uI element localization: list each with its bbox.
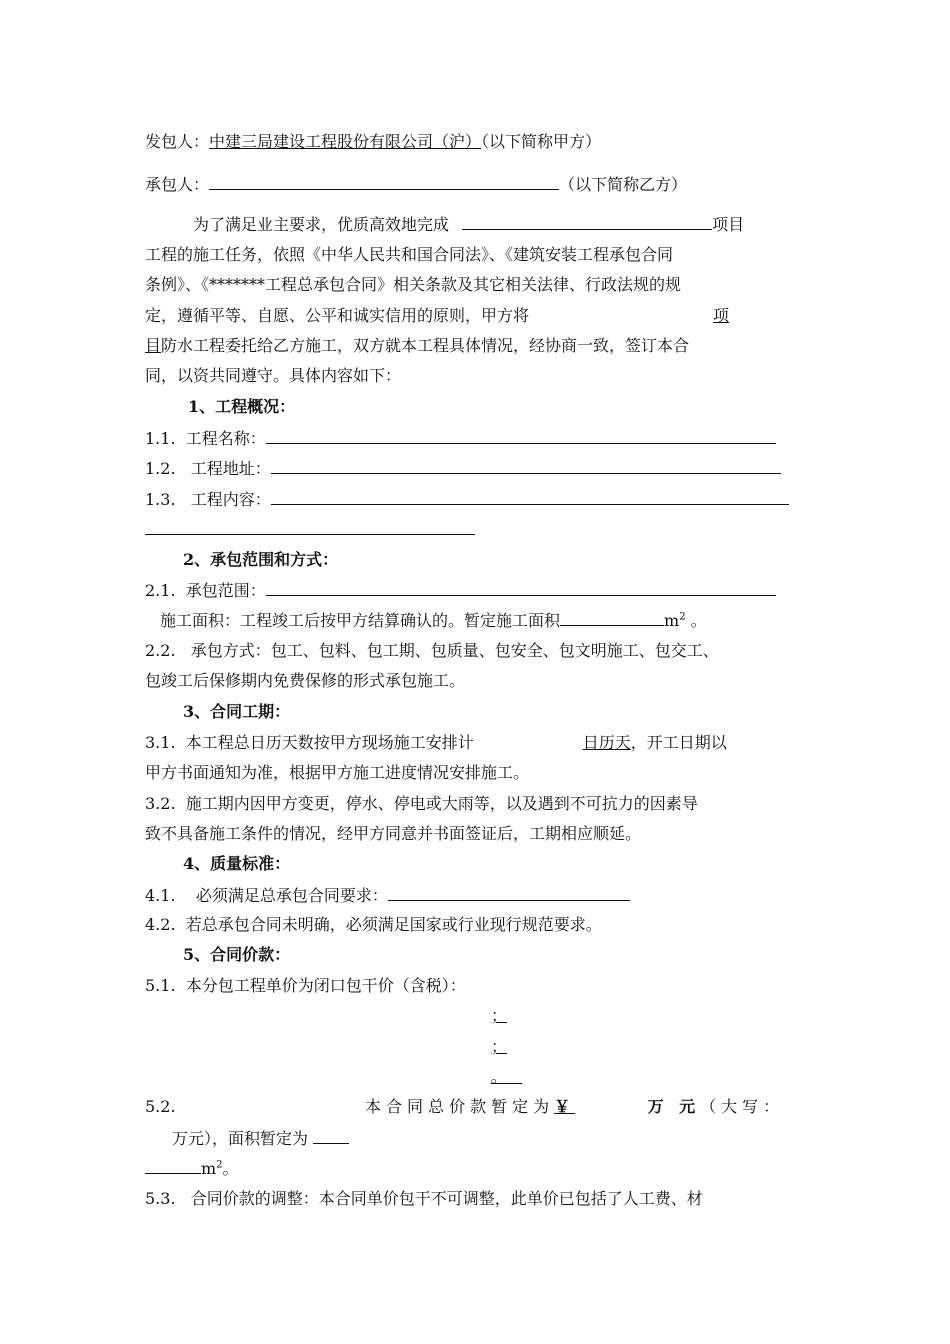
item-label: 工程地址： (190, 459, 271, 478)
item-2-2-cont: 包竣工后保修期内免费保修的形式承包施工。 (145, 671, 466, 690)
item-text: 万元），面积暂定为 (172, 1129, 309, 1148)
area-end: 。 (690, 611, 707, 630)
item-number: 5.1. (145, 976, 176, 995)
intro-text: 定，遵循平等、自愿、公平和诚实信用的原则，甲方将 (145, 306, 530, 325)
intro-text: 目 (145, 336, 162, 355)
yen-sign: ￥ (554, 1097, 576, 1116)
wan-unit: 万 元 (647, 1097, 701, 1116)
area-text: 施工面积：工程竣工后按甲方结算确认的。暂定施工面积 (160, 611, 561, 630)
text-char: 价 (449, 1097, 471, 1116)
uppercase-label: （大写： (700, 1097, 785, 1116)
period: 。 (490, 1067, 507, 1086)
item-number: 3.2. (145, 794, 176, 813)
project-content-field[interactable] (271, 489, 789, 505)
party-b-blank[interactable] (209, 174, 559, 190)
intro-line-3: 条例》、《*******工程总承包合同》相关条款及其它相关法律、行政法规的规 (145, 275, 682, 294)
text-char: 总 (428, 1097, 450, 1116)
item-3-2 (145, 794, 698, 814)
project-underline[interactable] (529, 306, 729, 326)
project-address-field[interactable] (271, 458, 781, 474)
item-number: 5.2. (145, 1097, 176, 1116)
party-b-label: 承包人： (145, 175, 210, 194)
text-char: 为 (533, 1097, 555, 1116)
area-sup: 2 (679, 611, 686, 623)
item-number: 2.2. (145, 641, 176, 660)
intro-line-2: 工程的施工任务，依照《中华人民共和国合同法》、《建筑安装工程承包合同 (145, 245, 674, 264)
project-name-blank[interactable] (462, 214, 712, 230)
intro-line-5 (145, 336, 689, 356)
item-number: 2.1. (145, 581, 176, 600)
item-number: 3.1. (145, 733, 176, 752)
text-char: 定 (512, 1097, 534, 1116)
item-label: 承包范围： (185, 581, 266, 600)
section-3-title: 3、合同工期： (183, 702, 291, 721)
item-3-2-cont: 致不具备施工条件的情况，经甲方同意并书面签证后，工期相应顺延。 (145, 824, 642, 843)
price-line-1 (202, 1006, 507, 1026)
intro-text: 项 (713, 306, 730, 325)
text-char: 款 (470, 1097, 492, 1116)
total-price-text (365, 1097, 784, 1117)
item-5-2 (145, 1097, 785, 1117)
intro-line-4 (145, 306, 729, 326)
semicolon: ； (490, 1037, 507, 1056)
total-price-field[interactable] (554, 1097, 700, 1117)
scope-field[interactable] (266, 580, 776, 596)
item-1-1 (145, 428, 776, 449)
item-label: 工程名称： (185, 429, 266, 448)
section-1-title: 1、工程概况： (188, 397, 296, 416)
item-number: 5.3. (145, 1189, 176, 1208)
item-5-3 (145, 1189, 703, 1209)
price-field-1[interactable] (202, 1006, 507, 1026)
party-a-label: 发包人： (145, 132, 210, 151)
text-char: 同 (407, 1097, 429, 1116)
days-field[interactable] (474, 733, 631, 753)
area-line (160, 610, 707, 631)
item-5-2-cont (172, 1128, 349, 1149)
item-1-2 (145, 458, 781, 479)
item-label: 工程内容： (190, 490, 271, 509)
item-text: ，开工日期以 (630, 733, 727, 752)
area-end: 。 (222, 1159, 239, 1178)
area-estimate-field-cont[interactable] (145, 1158, 201, 1174)
price-field-2[interactable] (202, 1037, 507, 1057)
intro-line-6: 同，以资共同遵守。具体内容如下： (145, 366, 402, 385)
area-unit: m (664, 611, 680, 630)
item-text: 若总承包合同未明确，必须满足国家或行业现行规范要求。 (185, 915, 602, 934)
party-b-line (145, 174, 687, 195)
price-line-2 (202, 1037, 507, 1057)
text-char: 暂 (491, 1097, 513, 1116)
section-2-title: 2、承包范围和方式： (183, 550, 339, 569)
intro-text: 防水工程委托给乙方施工，双方就本工程具体情况，经协商一致，签订本合 (161, 336, 690, 355)
area-field[interactable] (560, 610, 664, 626)
item-5-1 (145, 976, 466, 996)
section-4-title: 4、质量标准： (183, 854, 291, 873)
item-4-2 (145, 915, 602, 935)
item-label: 必须满足总承包合同要求： (195, 886, 388, 905)
item-1-3 (145, 489, 789, 510)
item-text: 合同价款的调整：本合同单价包干不可调整，此单价已包括了人工费、材 (190, 1189, 703, 1208)
item-2-1 (145, 580, 776, 601)
item-2-2 (145, 641, 719, 661)
intro-line-1 (193, 214, 744, 235)
project-name-field[interactable] (266, 428, 776, 444)
text-char: 本 (365, 1097, 387, 1116)
item-text: 本分包工程单价为闭口包干价（含税）： (185, 976, 466, 995)
days-unit: 日历天 (582, 733, 631, 752)
item-text: 本工程总日历天数按甲方现场施工安排计 (185, 733, 474, 752)
area-unit: m (201, 1159, 217, 1178)
area-estimate-field[interactable] (313, 1128, 349, 1144)
project-content-field-cont[interactable] (145, 519, 475, 535)
section-5-title: 5、合同价款： (183, 945, 291, 964)
item-3-1 (145, 733, 727, 753)
party-a-name: 中建三局建设工程股份有限公司（沪） (209, 132, 482, 151)
party-a-line (145, 132, 601, 152)
text-char: 合 (386, 1097, 408, 1116)
item-number: 4.1. (145, 886, 176, 905)
item-3-1-cont: 甲方书面通知为准，根据甲方施工进度情况安排施工。 (145, 763, 530, 782)
quality-field[interactable] (388, 885, 630, 901)
item-1-3-cont (145, 519, 475, 540)
item-number: 1.3. (145, 490, 176, 509)
intro-text: 为了满足业主要求，优质高效地完成 (193, 215, 450, 234)
item-5-2-unit (145, 1158, 239, 1179)
item-text: 承包方式：包工、包料、包工期、包质量、包安全、包文明施工、包交工、 (190, 641, 719, 660)
party-b-suffix: （以下简称乙方） (559, 175, 688, 194)
item-number: 1.2. (145, 459, 176, 478)
intro-text: 项目 (712, 215, 745, 234)
item-4-1 (145, 885, 630, 906)
semicolon: ； (490, 1006, 507, 1025)
price-line-3 (202, 1067, 522, 1087)
item-text: 施工期内因甲方变更，停水、停电或大雨等，以及遇到不可抗力的因素导 (185, 794, 698, 813)
area-sup: 2 (216, 1159, 223, 1171)
item-number: 4.2. (145, 915, 176, 934)
party-a-suffix: （以下简称甲方） (481, 132, 602, 151)
item-number: 1.1. (145, 429, 176, 448)
price-field-3[interactable] (202, 1067, 522, 1087)
